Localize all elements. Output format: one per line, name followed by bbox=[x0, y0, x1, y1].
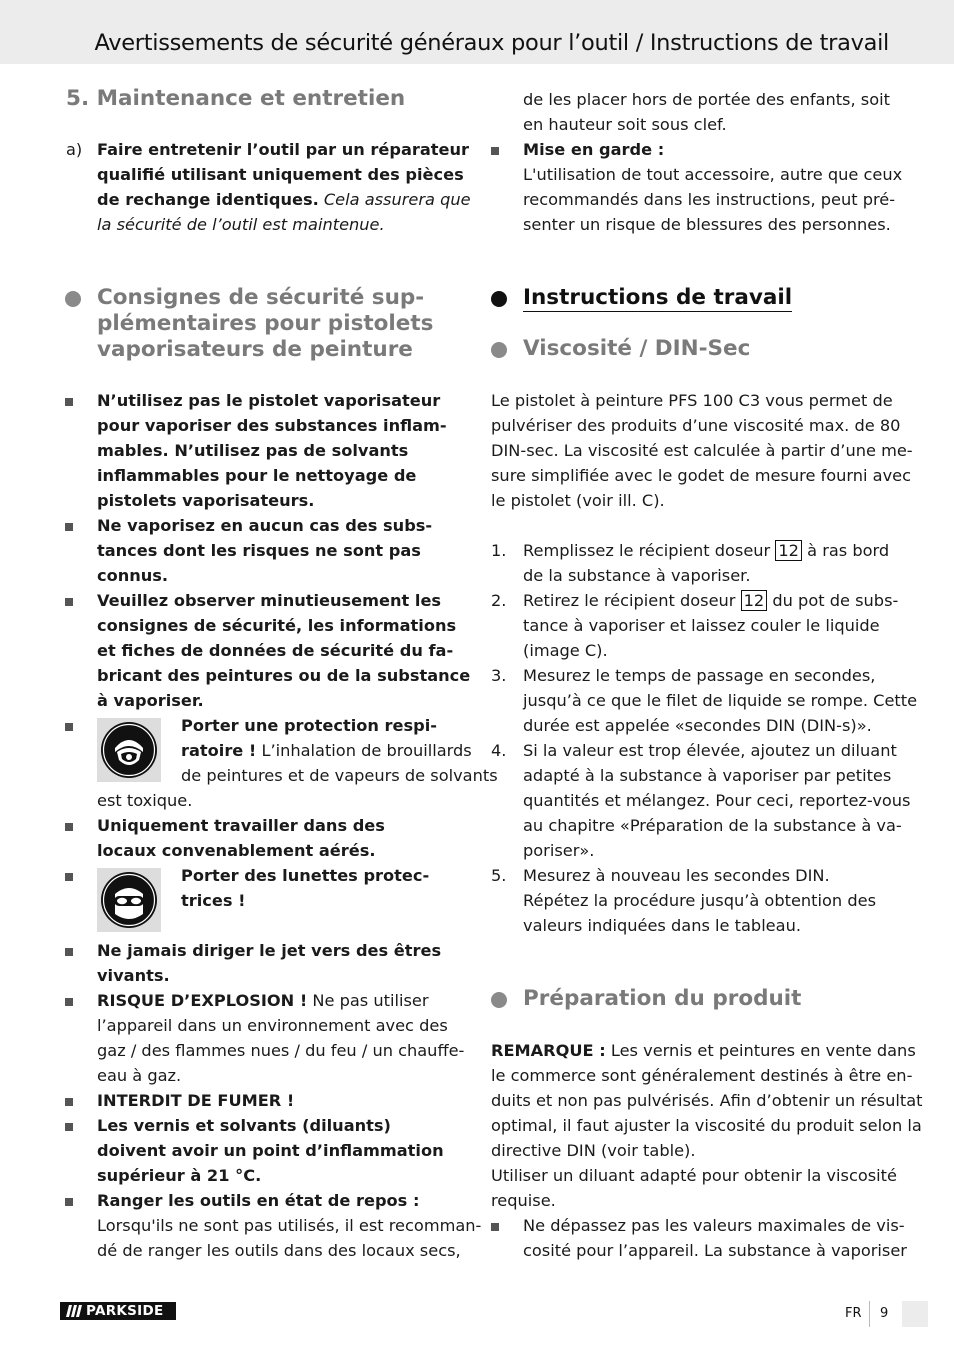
bullet-text: l’appareil dans un environnement avec des bbox=[97, 1016, 448, 1035]
bullet-text: Ranger les outils en état de repos : bbox=[97, 1191, 420, 1210]
step-number: 2. bbox=[491, 591, 507, 610]
bullet-square bbox=[65, 873, 73, 881]
bullet-text: Ne vaporisez en aucun cas des subs- bbox=[97, 516, 433, 535]
item-a-line: la sécurité de l’outil est maintenue. bbox=[97, 215, 385, 234]
step-text: adapté à la substance à vaporiser par petites bbox=[523, 766, 892, 785]
bullet-square bbox=[65, 998, 73, 1006]
language-code: FR bbox=[845, 1306, 862, 1321]
bullet-text: Porter des lunettes protec- bbox=[181, 866, 430, 885]
step-text: Remplissez le récipient doseur 12 à ras bord bbox=[523, 541, 890, 560]
viscosite-title: Viscosité / DIN-Sec bbox=[523, 336, 751, 361]
bullet-text: tances dont les risques ne sont pas bbox=[97, 541, 421, 560]
paragraph-line: duits et non pas pulvérisés. Afin d’obtenir un résultat bbox=[491, 1091, 923, 1110]
paragraph-line: directive DIN (voir table). bbox=[491, 1141, 696, 1160]
item-a-label: a) bbox=[66, 140, 83, 159]
step-text: au chapitre «Préparation de la substance à va- bbox=[523, 816, 902, 835]
paragraph-line: pulvériser des produits d’une viscosité max. de 80 bbox=[491, 416, 901, 435]
bullet-text: L'utilisation de tout accessoire, autre que ceux bbox=[523, 165, 903, 184]
step-text: tance à vaporiser et laissez couler le liquide bbox=[523, 616, 880, 635]
bullet-text: inflammables pour le nettoyage de bbox=[97, 466, 417, 485]
instructions-title: Instructions de travail bbox=[523, 285, 793, 310]
consignes-title-line: plémentaires pour pistolets bbox=[97, 311, 434, 336]
bullet-square bbox=[65, 823, 73, 831]
bullet-text: bricant des peintures ou de la substance bbox=[97, 666, 471, 685]
bullet-text: connus. bbox=[97, 566, 169, 585]
bullet-text: locaux convenablement aérés. bbox=[97, 841, 376, 860]
paragraph-line: DIN-sec. La viscosité est calculée à partir d’une me- bbox=[491, 441, 913, 460]
paragraph-line: optimal, il faut ajuster la viscosité du produit selon la bbox=[491, 1116, 922, 1135]
ref-number-box: 12 bbox=[775, 540, 802, 561]
step-text: (image C). bbox=[523, 641, 608, 660]
bullet-text: Les vernis et solvants (diluants) bbox=[97, 1116, 391, 1135]
consignes-title-line: vaporisateurs de peinture bbox=[97, 337, 413, 362]
paragraph-line: le commerce sont généralement destinés à être en- bbox=[491, 1066, 913, 1085]
continued-text: de les placer hors de portée des enfants, soit bbox=[523, 90, 890, 109]
bullet-text: dé de ranger les outils dans des locaux secs, bbox=[97, 1241, 461, 1260]
paragraph-line: Le pistolet à peinture PFS 100 C3 vous permet de bbox=[491, 391, 893, 410]
paragraph-line: sure simplifiée avec le godet de mesure fourni avec bbox=[491, 466, 912, 485]
bullet-text: mables. N’utilisez pas de solvants bbox=[97, 441, 409, 460]
bullet-text: trices ! bbox=[181, 891, 246, 910]
paragraph-line: requise. bbox=[491, 1191, 556, 1210]
bullet-text: cosité pour l’appareil. La substance à vaporiser bbox=[523, 1241, 907, 1260]
bullet-text: recommandés dans les instructions, peut pré- bbox=[523, 190, 896, 209]
step-text: poriser». bbox=[523, 841, 595, 860]
logo-text: PARKSIDE bbox=[86, 1303, 164, 1319]
page-header bbox=[0, 0, 954, 64]
bullet-text: Uniquement travailler dans des bbox=[97, 816, 385, 835]
bullet-text: gaz / des flammes nues / du feu / un chauffe- bbox=[97, 1041, 465, 1060]
continued-text: en hauteur soit sous clef. bbox=[523, 115, 727, 134]
bullet-square bbox=[65, 523, 73, 531]
bullet-text: Ne jamais diriger le jet vers des êtres bbox=[97, 941, 442, 960]
bullet-text: RISQUE D’EXPLOSION ! Ne pas utiliser bbox=[97, 991, 429, 1010]
parkside-logo bbox=[60, 1302, 176, 1320]
bullet-text: et fiches de données de sécurité du fa- bbox=[97, 641, 454, 660]
step-number: 3. bbox=[491, 666, 507, 685]
step-number: 4. bbox=[491, 741, 507, 760]
bullet-square bbox=[65, 723, 73, 731]
bullet-text: Veuillez observer minutieusement les bbox=[97, 591, 442, 610]
bullet-text: pour vaporiser des substances inflam- bbox=[97, 416, 447, 435]
step-text: quantités et mélangez. Pour ceci, reportez-vous bbox=[523, 791, 911, 810]
bullet-text: Porter une protection respi- bbox=[181, 716, 437, 735]
item-a-line: qualifié utilisant uniquement des pièces bbox=[97, 165, 464, 184]
paragraph-line: Utiliser un diluant adapté pour obtenir la viscosité bbox=[491, 1166, 897, 1185]
footer-divider bbox=[869, 1301, 870, 1327]
bullet-text: supérieur à 21 °C. bbox=[97, 1166, 262, 1185]
remarque-line: REMARQUE : Les vernis et peintures en vente dans bbox=[491, 1041, 916, 1060]
bullet-text: est toxique. bbox=[97, 791, 193, 810]
bullet-text: vivants. bbox=[97, 966, 170, 985]
logo-stripes-icon bbox=[66, 1305, 84, 1317]
consignes-title-line: Consignes de sécurité sup- bbox=[97, 285, 425, 310]
bullet-square bbox=[65, 1098, 73, 1106]
step-text: Retirez le récipient doseur 12 du pot de subs- bbox=[523, 591, 899, 610]
step-text: de la substance à vaporiser. bbox=[523, 566, 751, 585]
bullet-square bbox=[491, 1223, 499, 1231]
ref-number-box: 12 bbox=[741, 590, 768, 611]
bullet-dot bbox=[491, 992, 507, 1008]
section-5-title: 5. Maintenance et entretien bbox=[66, 86, 406, 111]
item-a-line: de rechange identiques. Cela assurera que bbox=[97, 190, 471, 209]
bullet-text: doivent avoir un point d’inflammation bbox=[97, 1141, 444, 1160]
paragraph-line: le pistolet (voir ill. C). bbox=[491, 491, 665, 510]
step-text: jusqu’à ce que le filet de liquide se rompe. Cette bbox=[523, 691, 918, 710]
bullet-text: Lorsqu'ils ne sont pas utilisés, il est recomman- bbox=[97, 1216, 482, 1235]
bullet-dot bbox=[491, 342, 507, 358]
bullet-text: ratoire ! L’inhalation de brouillards bbox=[181, 741, 472, 760]
step-text: durée est appelée «secondes DIN (DIN-s)». bbox=[523, 716, 872, 735]
bullet-square bbox=[65, 598, 73, 606]
step-text: Mesurez à nouveau les secondes DIN. bbox=[523, 866, 830, 885]
bullet-square bbox=[65, 948, 73, 956]
page-number: 9 bbox=[880, 1306, 889, 1321]
item-a-line: Faire entretenir l’outil par un réparateur bbox=[97, 140, 470, 159]
bullet-text: eau à gaz. bbox=[97, 1066, 182, 1085]
step-text: Mesurez le temps de passage en secondes, bbox=[523, 666, 876, 685]
step-number: 1. bbox=[491, 541, 507, 560]
bullet-square bbox=[491, 147, 499, 155]
footer-tab bbox=[902, 1301, 928, 1327]
bullet-text: senter un risque de blessures des personnes. bbox=[523, 215, 891, 234]
step-number: 5. bbox=[491, 866, 507, 885]
preparation-title: Préparation du produit bbox=[523, 986, 802, 1011]
bullet-square bbox=[65, 1123, 73, 1131]
bullet-text: de peintures et de vapeurs de solvants bbox=[181, 766, 498, 785]
bullet-text: N’utilisez pas le pistolet vaporisateur bbox=[97, 391, 441, 410]
bullet-text: à vaporiser. bbox=[97, 691, 204, 710]
bullet-text: consignes de sécurité, les informations bbox=[97, 616, 457, 635]
bullet-square bbox=[65, 1198, 73, 1206]
safety-goggles-icon bbox=[97, 868, 161, 932]
step-text: valeurs indiquées dans le tableau. bbox=[523, 916, 801, 935]
step-text: Répétez la procédure jusqu’à obtention des bbox=[523, 891, 877, 910]
respirator-mask-icon bbox=[97, 718, 161, 782]
header-title: Avertissements de sécurité généraux pour l’outil / Instructions de travail bbox=[94, 30, 889, 56]
bullet-text: pistolets vaporisateurs. bbox=[97, 491, 315, 510]
mise-en-garde-title: Mise en garde : bbox=[523, 140, 665, 159]
bullet-text: INTERDIT DE FUMER ! bbox=[97, 1091, 295, 1110]
bullet-square bbox=[65, 398, 73, 406]
bullet-text: Ne dépassez pas les valeurs maximales de vis- bbox=[523, 1216, 905, 1235]
bullet-dot bbox=[491, 291, 507, 307]
bullet-dot bbox=[65, 291, 81, 307]
step-text: Si la valeur est trop élevée, ajoutez un diluant bbox=[523, 741, 897, 760]
